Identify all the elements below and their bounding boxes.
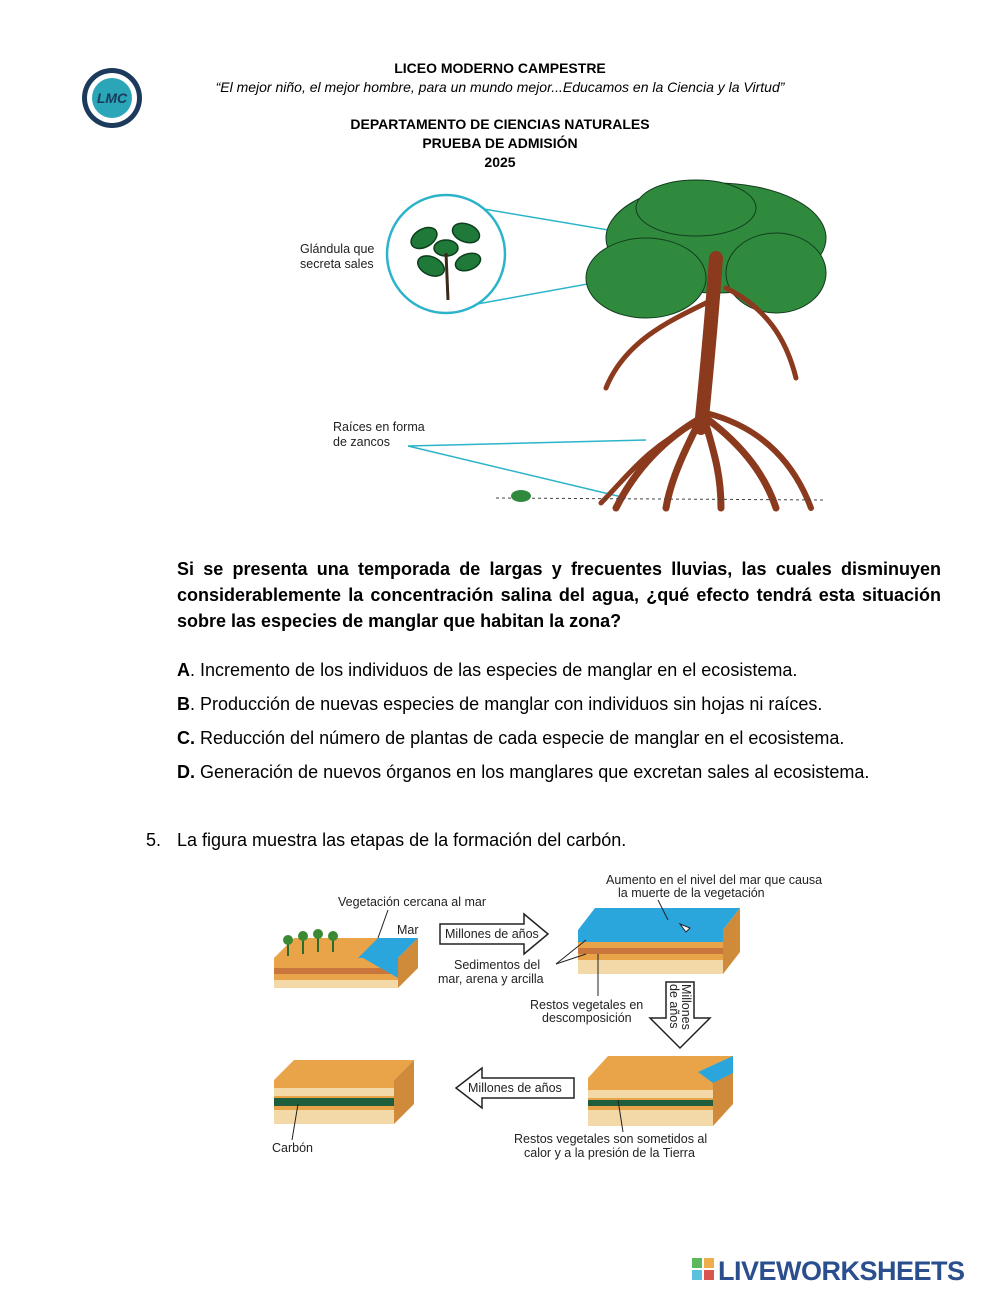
question-4-text: Si se presenta una temporada de largas y frecuentes lluvias, las cuales disminuyen considerablemente la concentración salina del agua, ¿qué efecto tendrá esta situación sobre las especies de manglar que habitan la zona? [177, 559, 941, 631]
label-mar: Mar [397, 923, 419, 937]
arrow-1-label: Millones de años [445, 927, 539, 941]
school-name: LICEO MODERNO CAMPESTRE [394, 60, 606, 76]
label-gland-2: secreta sales [300, 257, 374, 271]
test-year: 2025 [484, 154, 516, 170]
logo-text: LMC [96, 90, 128, 106]
option-d-text: Generación de nuevos órganos en los manglares que excretan sales al ecosistema. [195, 762, 870, 782]
label-pressure-1: Restos vegetales son sometidos al [514, 1132, 708, 1146]
option-d[interactable] [177, 762, 869, 783]
option-b-text: . Producción de nuevas especies de manglar con individuos sin hojas ni raíces. [190, 694, 823, 714]
arrow-down-label-2: de años [667, 984, 681, 1029]
arrow-2-label: Millones de años [468, 1081, 562, 1095]
label-sediments-1: Sedimentos del [454, 958, 541, 972]
label-sea-rise-2: la muerte de la vegetación [618, 886, 765, 900]
label-decomp-1: Restos vegetales en [530, 998, 644, 1012]
option-a-letter: A [177, 660, 190, 680]
coal-formation-diagram [268, 868, 868, 1168]
option-a-text: . Incremento de los individuos de las especies de manglar en el ecosistema. [190, 660, 798, 680]
test-title: PRUEBA DE ADMISIÓN [422, 135, 578, 151]
label-carbon: Carbón [272, 1141, 313, 1155]
option-c-text: Reducción del número de plantas de cada especie de manglar en el ecosistema. [195, 728, 845, 748]
label-roots-2: de zancos [333, 435, 390, 449]
label-pressure-2: calor y a la presión de la Tierra [524, 1146, 695, 1160]
block-sea-rise [578, 908, 740, 974]
option-b[interactable] [177, 694, 822, 715]
arrow-down-label-1: Millones [679, 984, 693, 1030]
label-gland-1: Glándula que [300, 242, 375, 256]
label-decomp-2: descomposición [542, 1011, 632, 1025]
option-b-letter: B [177, 694, 190, 714]
label-sediments-2: mar, arena y arcilla [438, 972, 544, 986]
department-title: DEPARTAMENTO DE CIENCIAS NATURALES [350, 116, 650, 132]
school-motto: “El mejor niño, el mejor hombre, para un mundo mejor...Educamos en la Ciencia y la Virtud” [215, 79, 785, 95]
liveworksheets-logo [690, 1252, 990, 1286]
label-vegetation: Vegetación cercana al mar [338, 895, 487, 909]
liveworksheets-icon [692, 1258, 714, 1280]
label-roots-1: Raíces en forma [333, 420, 425, 434]
block-vegetation [274, 929, 418, 988]
block-carbon [274, 1060, 414, 1124]
question-5-number: 5. [146, 830, 162, 850]
label-sea-rise-1: Aumento en el nivel del mar que causa [606, 873, 823, 887]
liveworksheets-text: LIVEWORKSHEETS [718, 1256, 965, 1286]
option-a[interactable] [177, 660, 797, 681]
option-c-letter: C. [177, 728, 195, 748]
question-5-text: La figura muestra las etapas de la formación del carbón. [177, 830, 627, 850]
mangrove-illustration [296, 178, 832, 540]
option-c[interactable] [177, 728, 844, 749]
option-d-letter: D. [177, 762, 195, 782]
block-pressure [588, 1056, 733, 1126]
